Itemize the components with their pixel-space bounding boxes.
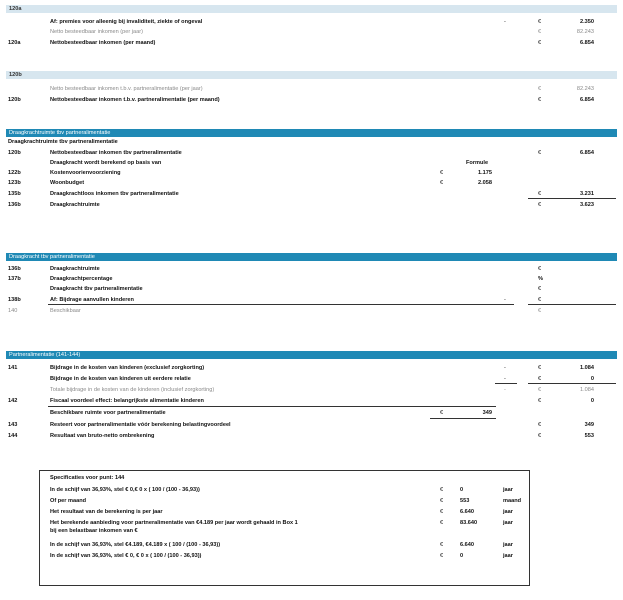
- spec-value: 6.640: [460, 509, 474, 515]
- spec-value: 553: [460, 498, 470, 504]
- row-currency: €: [538, 86, 542, 92]
- spec-unit: jaar: [503, 542, 513, 548]
- spec-value: 0: [460, 487, 464, 493]
- row-desc: Netto besteedbaar inkomen (per jaar): [50, 29, 143, 35]
- row-desc: Nettobesteedbaar inkomen (per maand): [50, 40, 156, 46]
- spec-currency: €: [440, 498, 444, 504]
- row-code: 141: [8, 365, 18, 371]
- row-value: 1.175: [478, 170, 492, 176]
- row-value: 3.623: [580, 202, 594, 208]
- row-code: 136b: [8, 266, 21, 272]
- row-percent: %: [538, 276, 543, 282]
- section-header-label: Draagkrachtruimte tbv partneralimentatie: [9, 130, 111, 136]
- row-currency: €: [538, 297, 542, 303]
- spec-desc: In de schijf van 36,93%, stel € 0,€ 0 x ( 100 / (100 - 36,93)): [50, 487, 200, 493]
- row-currency: €: [538, 40, 542, 46]
- row-value: 6.854: [580, 40, 594, 46]
- beschikbaar-rule-right: [528, 304, 616, 305]
- row-desc: Resteert voor partneralimentatie vóór berekening belastingvoordeel: [50, 422, 231, 428]
- row-value: 6.854: [580, 150, 594, 156]
- spec-desc: Het resultaat van de berekening is per jaar: [50, 509, 163, 515]
- row-code: 137b: [8, 276, 21, 282]
- row-value: 349: [584, 422, 594, 428]
- row-value: 2.058: [478, 180, 492, 186]
- row-currency: €: [538, 365, 542, 371]
- row-currency: €: [440, 410, 444, 416]
- beschikbaar-rule-left: [48, 304, 514, 305]
- row-code: 138b: [8, 297, 21, 303]
- row-currency: €: [538, 308, 542, 314]
- spec-value: 0: [460, 553, 464, 559]
- row-value: 553: [584, 433, 594, 439]
- spec-currency: €: [440, 542, 444, 548]
- row-code: 140: [8, 308, 18, 314]
- ruimte-value-rule: [430, 418, 496, 419]
- row-currency: €: [538, 266, 542, 272]
- row-value: 2.350: [580, 19, 594, 25]
- section-subheader: Draagkrachtruimte tbv partneralimentatie: [8, 139, 118, 145]
- row-code: 143: [8, 422, 18, 428]
- beschikbare-ruimte-rule: [48, 406, 496, 407]
- section-header-120b: [6, 71, 617, 79]
- row-code: 120b: [8, 150, 21, 156]
- row-currency: €: [538, 376, 542, 382]
- subtotal-rule: [528, 198, 616, 199]
- row-currency: €: [538, 29, 542, 35]
- row-desc: Kostenvoorienvoorziening: [50, 170, 121, 176]
- section-header-draagkrachtruimte: [6, 129, 617, 137]
- row-code: 120a: [8, 40, 21, 46]
- spec-currency: €: [440, 553, 444, 559]
- row-sign: -: [504, 297, 506, 303]
- row-value: 349: [482, 410, 492, 416]
- spec-unit: jaar: [503, 520, 513, 526]
- row-desc: Draagkrachtloos inkomen tbv partneralimentatie: [50, 191, 179, 197]
- row-code: 123b: [8, 180, 21, 186]
- row-desc: Draagkrachtruimte: [50, 266, 100, 272]
- sign-rule: [495, 383, 517, 384]
- spec-desc: In de schijf van 36,93%, stel € 0, € 0 x ( 100 / (100 - 36,93)): [50, 553, 202, 559]
- section-header-label: 120a: [9, 6, 22, 12]
- section-header-label: Partneralimentatie (141-144): [9, 352, 81, 358]
- row-code: 142: [8, 398, 18, 404]
- row-currency: €: [440, 180, 444, 186]
- row-desc: Draagkracht wordt berekend op basis van: [50, 160, 162, 166]
- row-sign: -: [504, 376, 506, 382]
- spec-unit: maand: [503, 498, 522, 504]
- row-currency: €: [538, 150, 542, 156]
- row-desc: Netto besteedbaar inkomen t.b.v. partneralimentatie (per jaar): [50, 86, 203, 92]
- section-header-120a: [6, 5, 617, 13]
- row-currency: €: [538, 19, 542, 25]
- row-code: 122b: [8, 170, 21, 176]
- row-code: 144: [8, 433, 18, 439]
- row-currency: €: [538, 202, 542, 208]
- row-currency: €: [440, 170, 444, 176]
- row-desc: Af: premies voor alleenig bij invaliditeit, ziekte of ongeval: [50, 19, 203, 25]
- row-desc: Woonbudget: [50, 180, 85, 186]
- row-value: 82.243: [576, 86, 594, 92]
- spec-currency: €: [440, 487, 444, 493]
- row-desc: Af: Bijdrage aanvullen kinderen: [50, 297, 134, 303]
- row-value: 3.231: [580, 191, 594, 197]
- spec-desc: Of per maand: [50, 498, 87, 504]
- spec-currency: €: [440, 509, 444, 515]
- row-currency: €: [538, 97, 542, 103]
- spec-value: 6.640: [460, 542, 474, 548]
- row-desc: Beschikbaar: [50, 308, 81, 314]
- row-value: 82.243: [576, 29, 594, 35]
- row-currency: €: [538, 398, 542, 404]
- row-desc: Beschikbare ruimte voor partneralimentatie: [50, 410, 166, 416]
- row-desc: Bijdrage in de kosten van kinderen (exclusief zorgkorting): [50, 365, 205, 371]
- row-desc: Totale bijdrage in de kosten van de kinderen (inclusief zorgkorting): [50, 387, 215, 393]
- row-desc: Bijdrage in de kosten van kinderen uit eerdere relatie: [50, 376, 191, 382]
- row-value: 1.084: [580, 365, 594, 371]
- section-header-partneralimentatie: [6, 351, 617, 359]
- row-desc: Draagkrachtpercentage: [50, 276, 113, 282]
- row-code: 120b: [8, 97, 21, 103]
- row-code: 136b: [8, 202, 21, 208]
- section-header-draagkracht: [6, 253, 617, 261]
- row-currency: €: [538, 422, 542, 428]
- section-header-label: 120b: [9, 72, 22, 78]
- spec-currency: €: [440, 520, 444, 526]
- row-value: 6.854: [580, 97, 594, 103]
- row-desc: Resultaat van bruto-netto ombrekening: [50, 433, 155, 439]
- row-currency: €: [538, 433, 542, 439]
- specification-title: Specificaties voor punt: 144: [50, 475, 125, 481]
- row-sign: -: [504, 387, 506, 393]
- section-header-label: Draagkracht tbv partneralimentatie: [9, 254, 95, 260]
- spec-unit: jaar: [503, 509, 513, 515]
- row-desc: Draagkracht tbv partneralimentatie: [50, 286, 143, 292]
- row-code: 135b: [8, 191, 21, 197]
- row-currency: €: [538, 191, 542, 197]
- row-currency: €: [538, 387, 542, 393]
- row-value: 1.084: [580, 387, 594, 393]
- row-desc: Draagkrachtruimte: [50, 202, 100, 208]
- row-desc: Nettobesteedbaar inkomen tbv partneralimentatie: [50, 150, 182, 156]
- row-value: 0: [590, 376, 594, 382]
- spec-unit: jaar: [503, 487, 513, 493]
- row-sign: -: [504, 19, 506, 25]
- row-desc: Nettobesteedbaar inkomen t.b.v. partneralimentatie (per maand): [50, 97, 220, 103]
- row-sign: -: [504, 365, 506, 371]
- row-currency: €: [538, 286, 542, 292]
- total-rule: [528, 383, 616, 384]
- row-desc: Fiscaal voordeel effect: belangrijkste alimentatie kinderen: [50, 398, 204, 404]
- spec-desc-continued: bij een belastbaar inkomen van €: [50, 528, 138, 534]
- spec-desc: Het berekende aanbieding voor partneralimentatie van €4.189 per jaar wordt gehaald in Box 1: [50, 520, 298, 526]
- spec-value: 83.640: [460, 520, 478, 526]
- spec-desc: In de schijf van 36,93%, stel €4.189, €4.189 x ( 100 / (100 - 36,93)): [50, 542, 221, 548]
- spec-unit: jaar: [503, 553, 513, 559]
- formula-label: Formule: [466, 160, 489, 166]
- row-value: 0: [590, 398, 594, 404]
